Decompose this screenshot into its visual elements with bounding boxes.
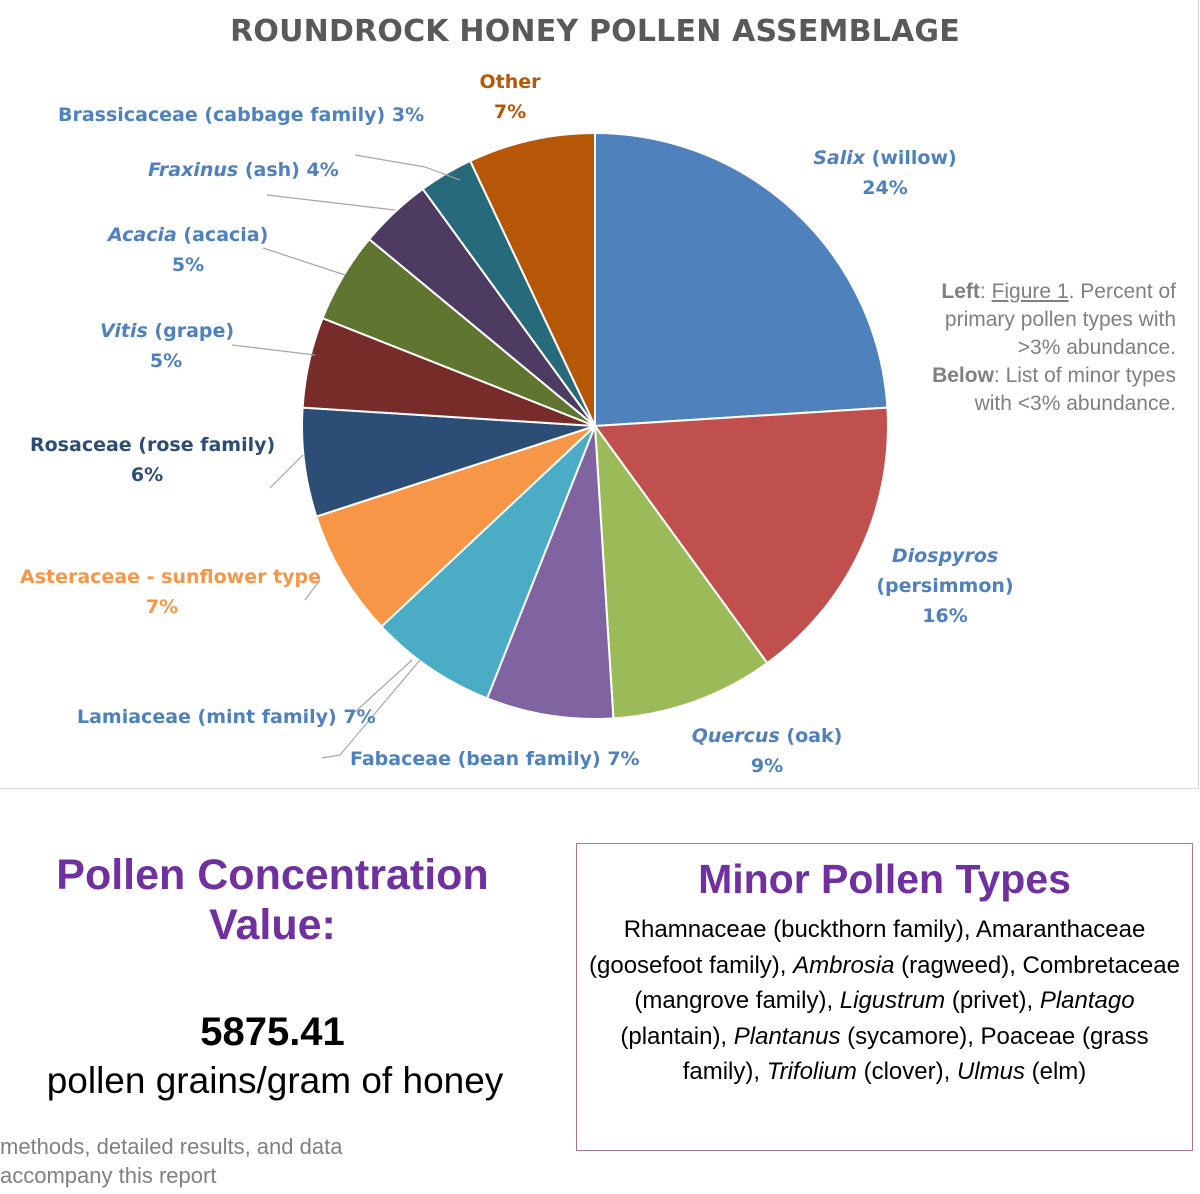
- label-fraxinus-common: (ash): [238, 159, 300, 181]
- label-acacia-name: Acacia: [108, 224, 177, 246]
- figure-note-text1: . Percent of primary pollen types with >3% abundance.: [944, 280, 1176, 359]
- label-fabaceae: [350, 744, 640, 774]
- leader-acacia: [263, 248, 345, 275]
- minor-type-6: (privet),: [945, 987, 1040, 1014]
- minor-type-2: Ambrosia: [793, 951, 895, 979]
- label-brassicaceae-value: 3%: [391, 104, 425, 126]
- label-diospyros-value: 16%: [922, 605, 968, 627]
- label-other-value: 7%: [493, 101, 527, 123]
- label-lamiaceae-value: 7%: [343, 706, 376, 728]
- figure-note: [900, 278, 1176, 418]
- label-vitis-common: (grape): [147, 320, 235, 342]
- minor-type-8: (plantain),: [620, 1022, 734, 1050]
- label-lamiaceae-name: Lamiaceae (mint family): [77, 706, 337, 728]
- label-quercus-common: (oak): [779, 725, 843, 747]
- leader-rosaceae: [270, 455, 303, 488]
- label-acacia: [108, 220, 268, 280]
- label-diospyros: [870, 541, 1020, 631]
- label-quercus-name: Quercus: [691, 725, 780, 747]
- label-diospyros-name: Diospyros: [891, 545, 999, 567]
- chart-title: ROUNDROCK HONEY POLLEN ASSEMBLAGE: [230, 14, 960, 49]
- leader-fraxinus: [267, 195, 395, 210]
- figure-note-left: Left: [941, 280, 980, 303]
- label-fraxinus: [148, 155, 339, 185]
- label-asteraceae-name: Asteraceae - sunflower type: [20, 566, 322, 588]
- label-brassicaceae: [58, 100, 424, 130]
- label-other-name: Other: [479, 71, 541, 93]
- label-vitis-value: 5%: [149, 350, 183, 372]
- minor-types-list: [585, 912, 1184, 1090]
- minor-type-9: Plantanus: [733, 1022, 841, 1050]
- label-quercus-value: 9%: [750, 755, 784, 777]
- label-asteraceae: [20, 562, 322, 622]
- concentration-value: 5875.41: [200, 1010, 345, 1054]
- label-vitis-name: Vitis: [100, 320, 148, 342]
- minor-type-4: Combretaceae (mangrove family),: [634, 951, 1180, 1014]
- label-salix-common: (willow): [865, 147, 957, 169]
- label-acacia-value: 5%: [171, 254, 205, 276]
- label-rosaceae: [30, 430, 276, 490]
- minor-type-11: Trifolium: [766, 1058, 857, 1085]
- label-other: [460, 67, 560, 127]
- minor-type-5: Ligustrum: [839, 987, 946, 1014]
- label-fraxinus-name: Fraxinus: [148, 159, 239, 181]
- label-salix-name: Salix: [813, 147, 866, 169]
- figure-ref-link: Figure 1: [991, 280, 1069, 303]
- label-fabaceae-name: Fabaceae (bean family): [350, 748, 601, 770]
- footnote: methods, detailed results, and data accompany this report: [0, 1134, 343, 1188]
- minor-type-3: (ragweed),: [894, 951, 1023, 979]
- label-brassicaceae-name: Brassicaceae (cabbage family): [58, 104, 386, 126]
- minor-type-1: Amaranthaceae (goosefoot family),: [589, 916, 1146, 979]
- figure-note-text2: : List of minor types with <3% abundance.: [974, 364, 1176, 415]
- minor-types-box: [576, 843, 1193, 1151]
- leader-vitis: [232, 345, 315, 355]
- minor-type-10: (sycamore), Poaceae (grass family),: [682, 1022, 1149, 1085]
- label-vitis: [100, 316, 235, 376]
- label-acacia-common: (acacia): [176, 224, 269, 246]
- figure-note-below: Below: [932, 364, 994, 387]
- label-salix: [805, 143, 965, 203]
- minor-types-title: Minor Pollen Types: [698, 856, 1071, 902]
- minor-type-0: Rhamnaceae (buckthorn family),: [623, 916, 976, 943]
- concentration-title: Pollen Concentration Value:: [56, 851, 489, 949]
- label-quercus: [686, 721, 848, 781]
- label-lamiaceae: [77, 702, 376, 732]
- concentration-unit: pollen grains/gram of honey: [46, 1060, 504, 1101]
- minor-type-7: Plantago: [1039, 987, 1135, 1014]
- label-salix-value: 24%: [862, 177, 908, 199]
- minor-type-12: (clover),: [856, 1058, 957, 1085]
- label-diospyros-common: (persimmon): [876, 575, 1014, 597]
- minor-type-13: Ulmus: [956, 1058, 1025, 1085]
- label-asteraceae-value: 7%: [145, 596, 179, 618]
- label-fabaceae-value: 7%: [607, 748, 640, 770]
- label-fraxinus-value: 4%: [306, 159, 339, 181]
- label-rosaceae-value: 6%: [130, 464, 164, 486]
- label-rosaceae-name: Rosaceae (rose family): [30, 434, 276, 456]
- figure-note-colon: :: [979, 280, 992, 303]
- minor-type-14: (elm): [1024, 1058, 1087, 1085]
